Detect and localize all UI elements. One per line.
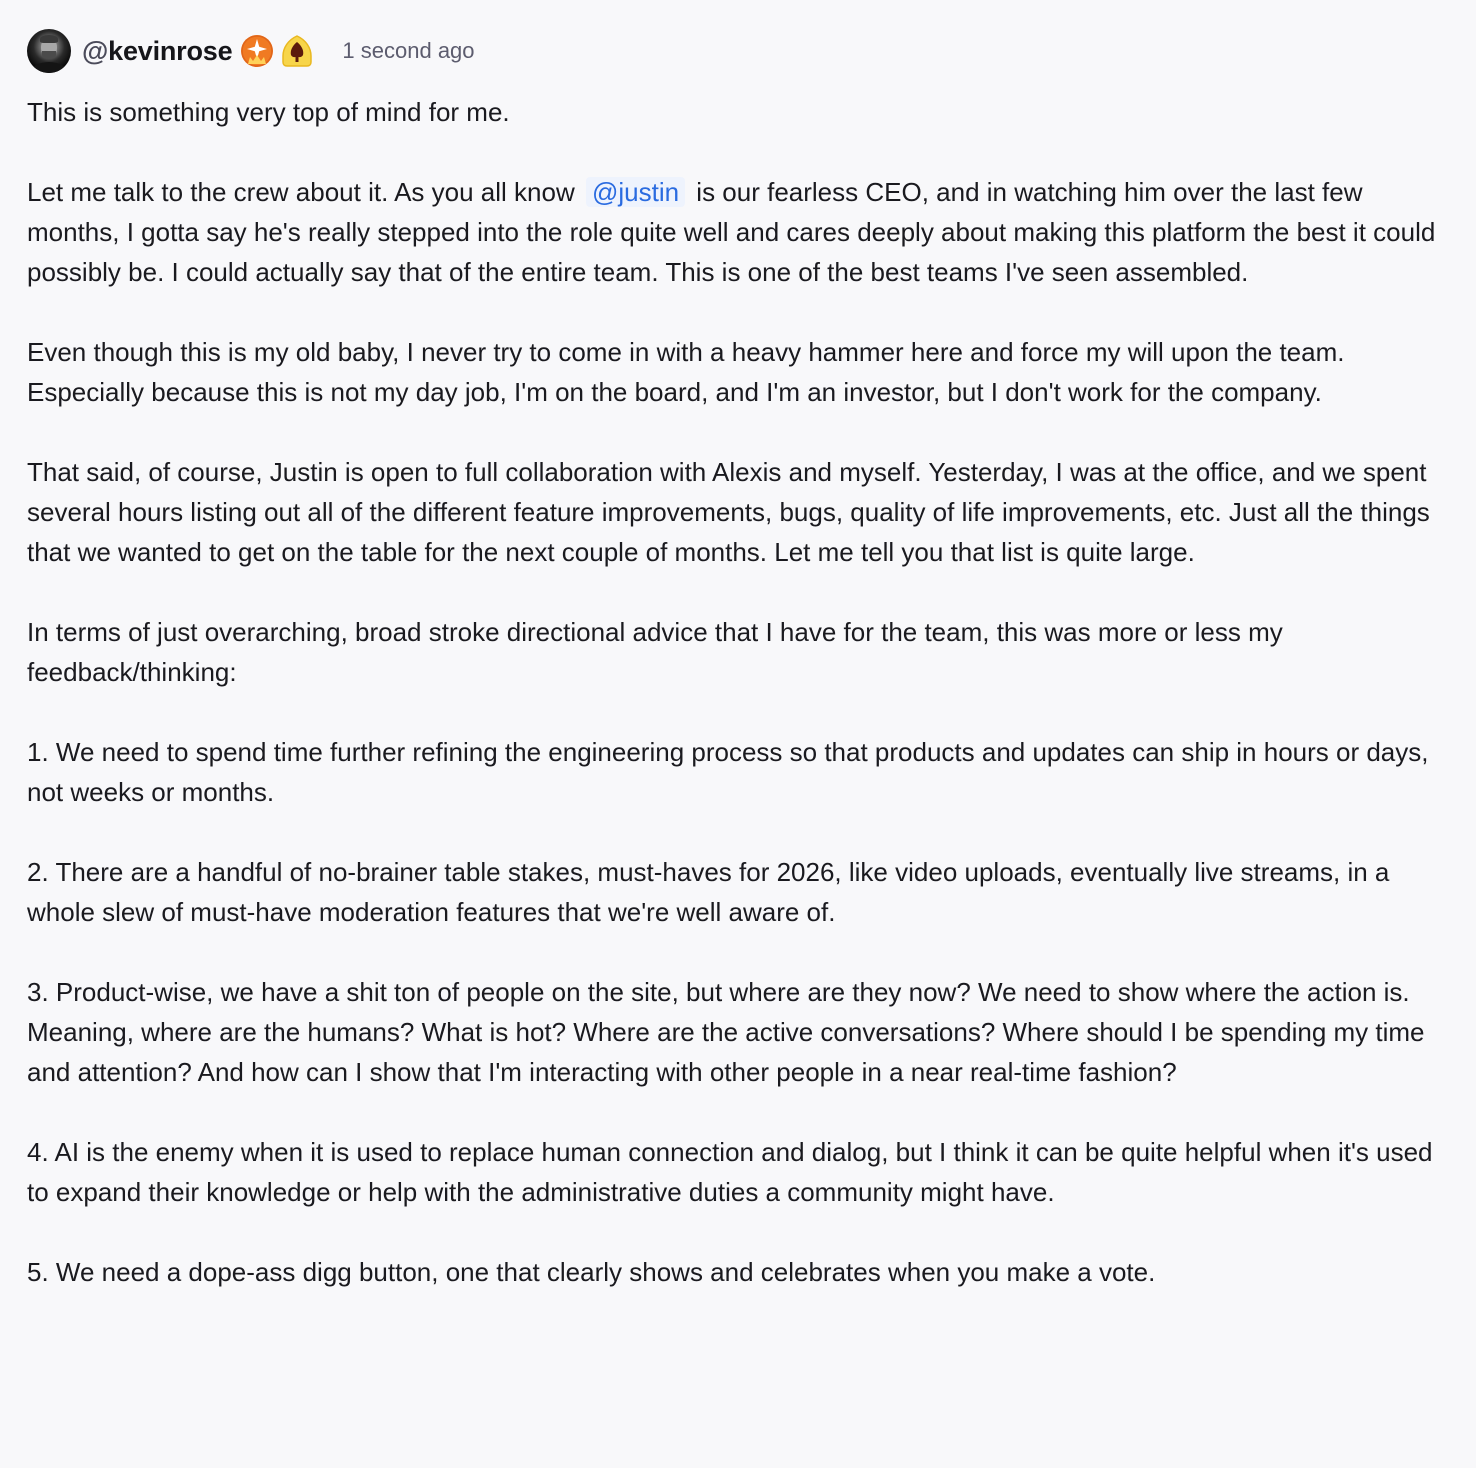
post-header [27,28,1450,74]
paragraph [27,172,1447,292]
author-handle: kevinrose [108,35,233,66]
post-body [27,92,1447,1292]
list-item: 3. Product-wise, we have a shit ton of people on the site, but where are they now? We need to show where the action is. Meaning, where are the humans? What is hot? Where are the active conversations? Where should I be spending my time and attention? And how can I show that I'm interacting with other people in a near real-time fashion? [27,977,1425,1087]
avatar-hair [40,35,58,43]
paragraph: Even though this is my old baby, I never try to come in with a heavy hammer here and force my will upon the team. Especially because this is not my day job, I'm on the board, and I'm an investor, but I don't work for the company. [27,337,1345,407]
paragraph: That said, of course, Justin is open to full collaboration with Alexis and myself. Yesterday, I was at the office, and we spent several hours listing out all of the different feature improvements, bugs, quality of life improvements, etc. Just all the things that we wanted to get on the table for the next couple of months. Let me tell you that list is quite large. [27,457,1430,567]
list-item: 1. We need to spend time further refining the engineering process so that products and updates can ship in hours or days, not weeks or months. [27,737,1429,807]
digg-shovel-badge-icon[interactable] [280,34,314,68]
author-username-link[interactable] [82,36,232,67]
mention-link-justin[interactable]: @justin [586,177,685,207]
paragraph-text: Let me talk to the crew about it. As you all know [27,177,575,207]
paragraph: In terms of just overarching, broad stroke directional advice that I have for the team, this was more or less my feedback/thinking: [27,617,1283,687]
list-item: 4. AI is the enemy when it is used to replace human connection and dialog, but I think it can be quite helpful when it's used to expand their knowledge or help with the administrative duties a community might have. [27,1137,1433,1207]
avatar-shoulders [31,62,67,73]
paragraph: This is something very top of mind for me. [27,97,510,127]
avatar-beard [42,51,56,59]
list-item: 5. We need a dope-ass digg button, one that clearly shows and celebrates when you make a vote. [27,1257,1156,1287]
paragraph-text: is our fearless CEO, and in watching him over the last few months, I gotta say he's really stepped into the role quite well and cares deeply about making this platform the best it could possibly be. I could actually say that of the entire team. This is one of the best teams I've seen assembled. [27,177,1436,287]
sparkle-flame-badge-icon[interactable] [240,34,274,68]
list-item: 2. There are a handful of no-brainer table stakes, must-haves for 2026, like video uploads, eventually live streams, in a whole slew of must-have moderation features that we're well aware of. [27,857,1390,927]
post-timestamp: 1 second ago [342,38,475,63]
at-symbol: @ [82,35,109,66]
avatar[interactable] [27,29,71,73]
